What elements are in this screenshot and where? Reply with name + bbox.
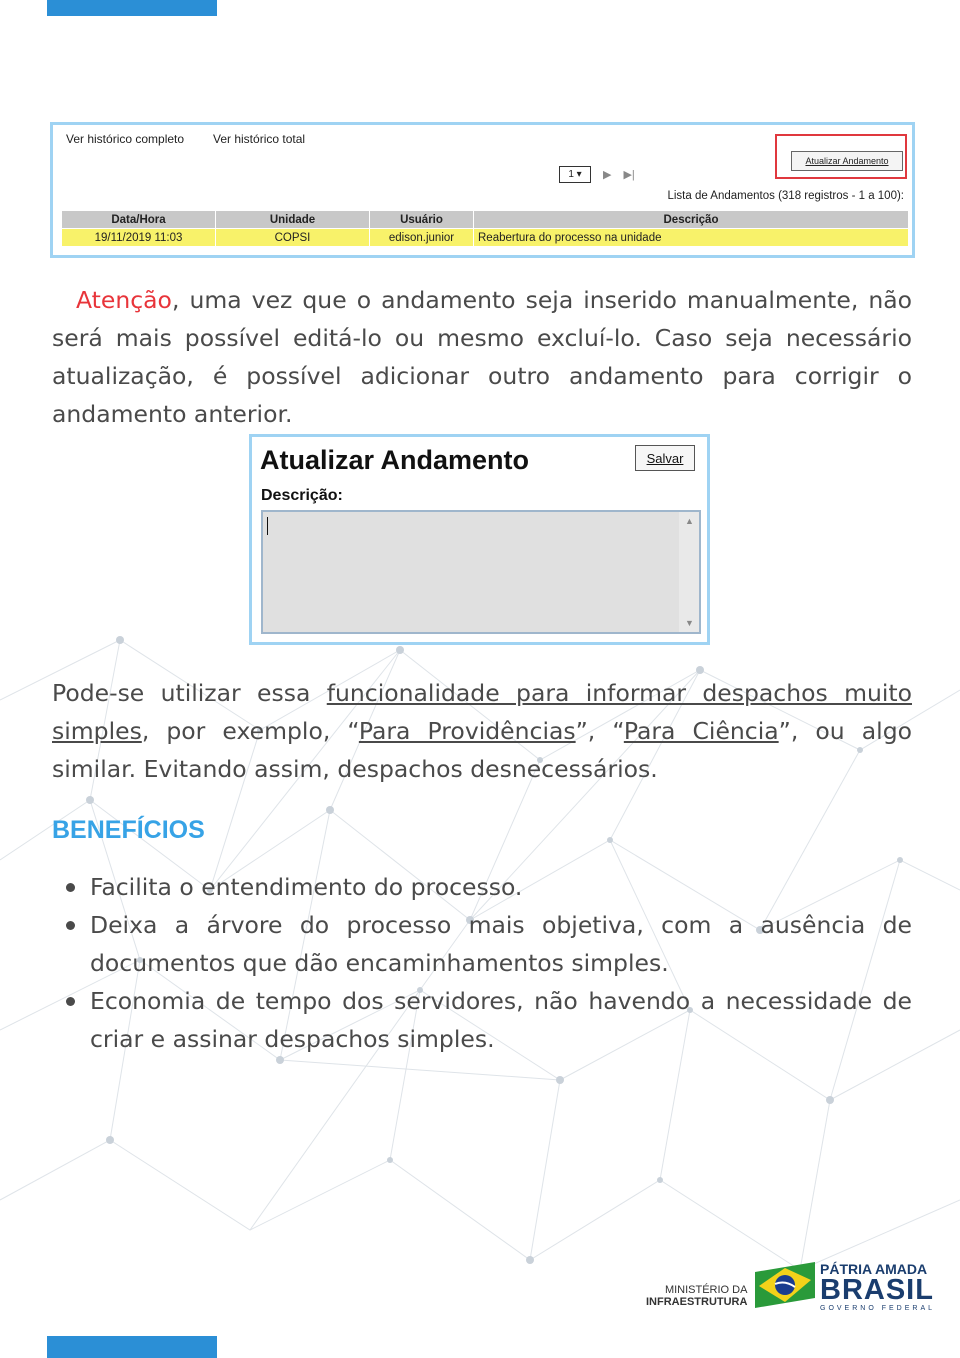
benefits-list bbox=[52, 868, 912, 1058]
form-title: Atualizar Andamento bbox=[260, 445, 530, 475]
list-item bbox=[52, 868, 912, 906]
scroll-down-icon[interactable]: ▼ bbox=[685, 618, 694, 628]
save-button[interactable]: Salvar bbox=[635, 445, 695, 471]
pagination bbox=[559, 166, 635, 183]
link-historico-completo[interactable]: Ver histórico completo bbox=[66, 132, 185, 146]
col-data-hora: Data/Hora bbox=[62, 211, 216, 229]
andamentos-table bbox=[61, 210, 909, 247]
benefit-text: Economia de tempo dos servidores, não havendo a necessidade de criar e assinar despachos simples. bbox=[90, 987, 912, 1053]
description-label: Descrição: bbox=[261, 487, 343, 504]
atualizar-andamento-button[interactable]: Atualizar Andamento bbox=[791, 151, 903, 171]
usage-link-providencias: Para Providências bbox=[358, 717, 576, 745]
attention-highlight: Atenção bbox=[76, 286, 172, 314]
description-textarea[interactable] bbox=[261, 510, 701, 634]
list-item bbox=[52, 982, 912, 1058]
chevron-down-icon: ▾ bbox=[576, 169, 582, 180]
top-accent-bar bbox=[47, 0, 217, 16]
brazil-flag-icon bbox=[755, 1262, 815, 1308]
ministry-logo bbox=[646, 1284, 747, 1308]
usage-link-funcionalidade: funcionalidade para informar despachos muito simples bbox=[52, 679, 912, 745]
scroll-up-icon[interactable]: ▲ bbox=[685, 516, 694, 526]
benefits-heading: BENEFÍCIOS bbox=[52, 816, 205, 844]
table-row bbox=[62, 229, 909, 247]
highlight-box bbox=[775, 134, 907, 179]
usage-paragraph bbox=[52, 674, 912, 788]
col-usuario: Usuário bbox=[370, 211, 474, 229]
last-page-icon[interactable]: ▶| bbox=[623, 169, 635, 181]
bullet-icon bbox=[66, 883, 75, 892]
government-text: GOVERNO FEDERAL bbox=[820, 1305, 936, 1312]
benefit-text: Facilita o entendimento do processo. bbox=[90, 873, 523, 901]
brasil-logo bbox=[820, 1262, 935, 1313]
text-caret bbox=[267, 517, 268, 535]
link-historico-total[interactable]: Ver histórico total bbox=[213, 132, 306, 146]
col-unidade: Unidade bbox=[216, 211, 370, 229]
list-caption: Lista de Andamentos (318 registros - 1 a 100): bbox=[667, 190, 904, 202]
ministry-line1: MINISTÉRIO DA bbox=[664, 1284, 748, 1296]
cell-unidade: COPSI bbox=[216, 229, 370, 247]
usage-link-ciencia: Para Ciência bbox=[623, 717, 779, 745]
page-select[interactable] bbox=[559, 166, 591, 183]
scrollbar[interactable] bbox=[679, 512, 699, 632]
col-descricao: Descrição bbox=[474, 211, 909, 229]
slogan-text: PÁTRIA AMADA bbox=[820, 1261, 928, 1277]
page-select-value: 1 bbox=[568, 169, 574, 180]
bottom-accent-bar bbox=[47, 1336, 217, 1358]
cell-descricao: Reabertura do processo na unidade bbox=[474, 229, 909, 247]
attention-paragraph bbox=[52, 281, 912, 433]
next-page-icon[interactable]: ▶ bbox=[603, 169, 612, 181]
bullet-icon bbox=[66, 921, 75, 930]
usage-text-2: , por exemplo, “ bbox=[141, 717, 359, 745]
cell-usuario: edison.junior bbox=[370, 229, 474, 247]
country-text: BRASIL bbox=[820, 1274, 934, 1306]
attention-text: , uma vez que o andamento seja inserido manualmente, não será mais possível editá-lo ou mesmo excluí-lo. Caso seja necessário atualização, é possível adicionar outro andamento para corrigir o andamento anterior. bbox=[52, 286, 912, 428]
bullet-icon bbox=[66, 997, 75, 1006]
usage-text-4: ”, ou algo similar. Evitando assim, despachos desnecessários. bbox=[52, 717, 912, 783]
ministry-line2: INFRAESTRUTURA bbox=[646, 1296, 748, 1308]
history-screenshot bbox=[50, 122, 915, 258]
usage-text-1: Pode-se utilizar essa bbox=[52, 679, 327, 707]
benefit-text: Deixa a árvore do processo mais objetiva, com a ausência de documentos que dão encaminhamentos simples. bbox=[90, 911, 912, 977]
update-form-screenshot bbox=[249, 434, 710, 645]
usage-text-3: ”, “ bbox=[575, 717, 624, 745]
cell-data-hora: 19/11/2019 11:03 bbox=[62, 229, 216, 247]
list-item bbox=[52, 906, 912, 982]
